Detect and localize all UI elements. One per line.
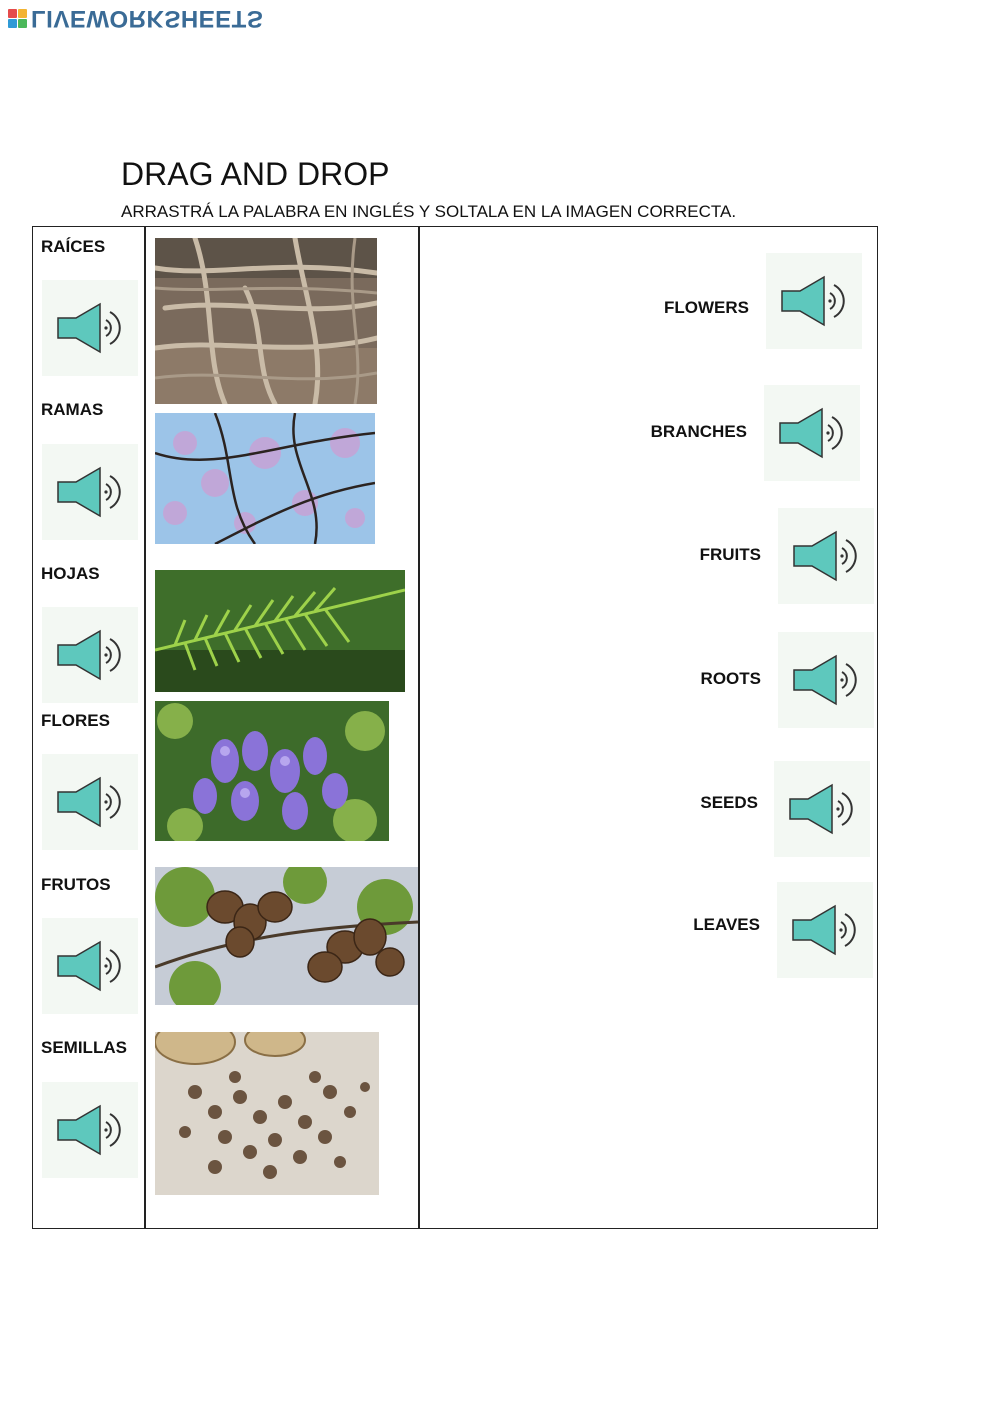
speaker-button[interactable] — [777, 882, 873, 978]
speaker-button[interactable] — [42, 607, 138, 703]
speaker-icon — [778, 632, 874, 728]
logo-cubes-icon — [8, 9, 27, 28]
speaker-button[interactable] — [778, 508, 874, 604]
roots-photo[interactable] — [155, 238, 377, 404]
speaker-icon — [42, 607, 138, 703]
speaker-button[interactable] — [42, 754, 138, 850]
speaker-button[interactable] — [42, 444, 138, 540]
speaker-button[interactable] — [42, 280, 138, 376]
speaker-icon — [766, 253, 862, 349]
flowers-photo[interactable] — [155, 701, 389, 841]
branches-photo[interactable] — [155, 413, 375, 544]
speaker-icon — [778, 508, 874, 604]
instructions: ARRASTRÁ LA PALABRA EN INGLÉS Y SOLTALA EN LA IMAGEN CORRECTA. — [121, 202, 737, 221]
spanish-word: HOJAS — [41, 564, 100, 583]
spanish-word: RAÍCES — [41, 237, 106, 256]
column-divider — [418, 226, 420, 1229]
english-word-draggable[interactable]: ROOTS — [700, 669, 761, 688]
speaker-icon — [42, 754, 138, 850]
speaker-icon — [42, 444, 138, 540]
spanish-word: SEMILLAS — [41, 1038, 127, 1057]
speaker-icon — [777, 882, 873, 978]
speaker-button[interactable] — [42, 918, 138, 1014]
speaker-button[interactable] — [774, 761, 870, 857]
speaker-button[interactable] — [766, 253, 862, 349]
column-divider — [144, 226, 146, 1229]
speaker-button[interactable] — [42, 1082, 138, 1178]
logo-text: LIVEWORKSHEETS — [31, 5, 264, 32]
liveworksheets-logo — [8, 6, 263, 30]
english-word-draggable[interactable]: FRUITS — [699, 545, 761, 564]
seeds-photo[interactable] — [155, 1032, 379, 1195]
fruits-photo[interactable] — [155, 867, 418, 1005]
english-word-draggable[interactable]: SEEDS — [700, 793, 758, 812]
speaker-button[interactable] — [778, 632, 874, 728]
english-word-draggable[interactable]: FLOWERS — [664, 298, 749, 317]
spanish-word: FLORES — [41, 711, 110, 730]
spanish-word: RAMAS — [41, 400, 104, 419]
speaker-icon — [774, 761, 870, 857]
speaker-icon — [42, 280, 138, 376]
english-word-draggable[interactable]: LEAVES — [693, 915, 760, 934]
spanish-word: FRUTOS — [41, 875, 111, 894]
english-word-draggable[interactable]: BRANCHES — [650, 422, 747, 441]
speaker-icon — [42, 918, 138, 1014]
speaker-button[interactable] — [764, 385, 860, 481]
leaves-photo[interactable] — [155, 570, 405, 692]
page-title: DRAG AND DROP — [121, 156, 390, 192]
speaker-icon — [764, 385, 860, 481]
speaker-icon — [42, 1082, 138, 1178]
